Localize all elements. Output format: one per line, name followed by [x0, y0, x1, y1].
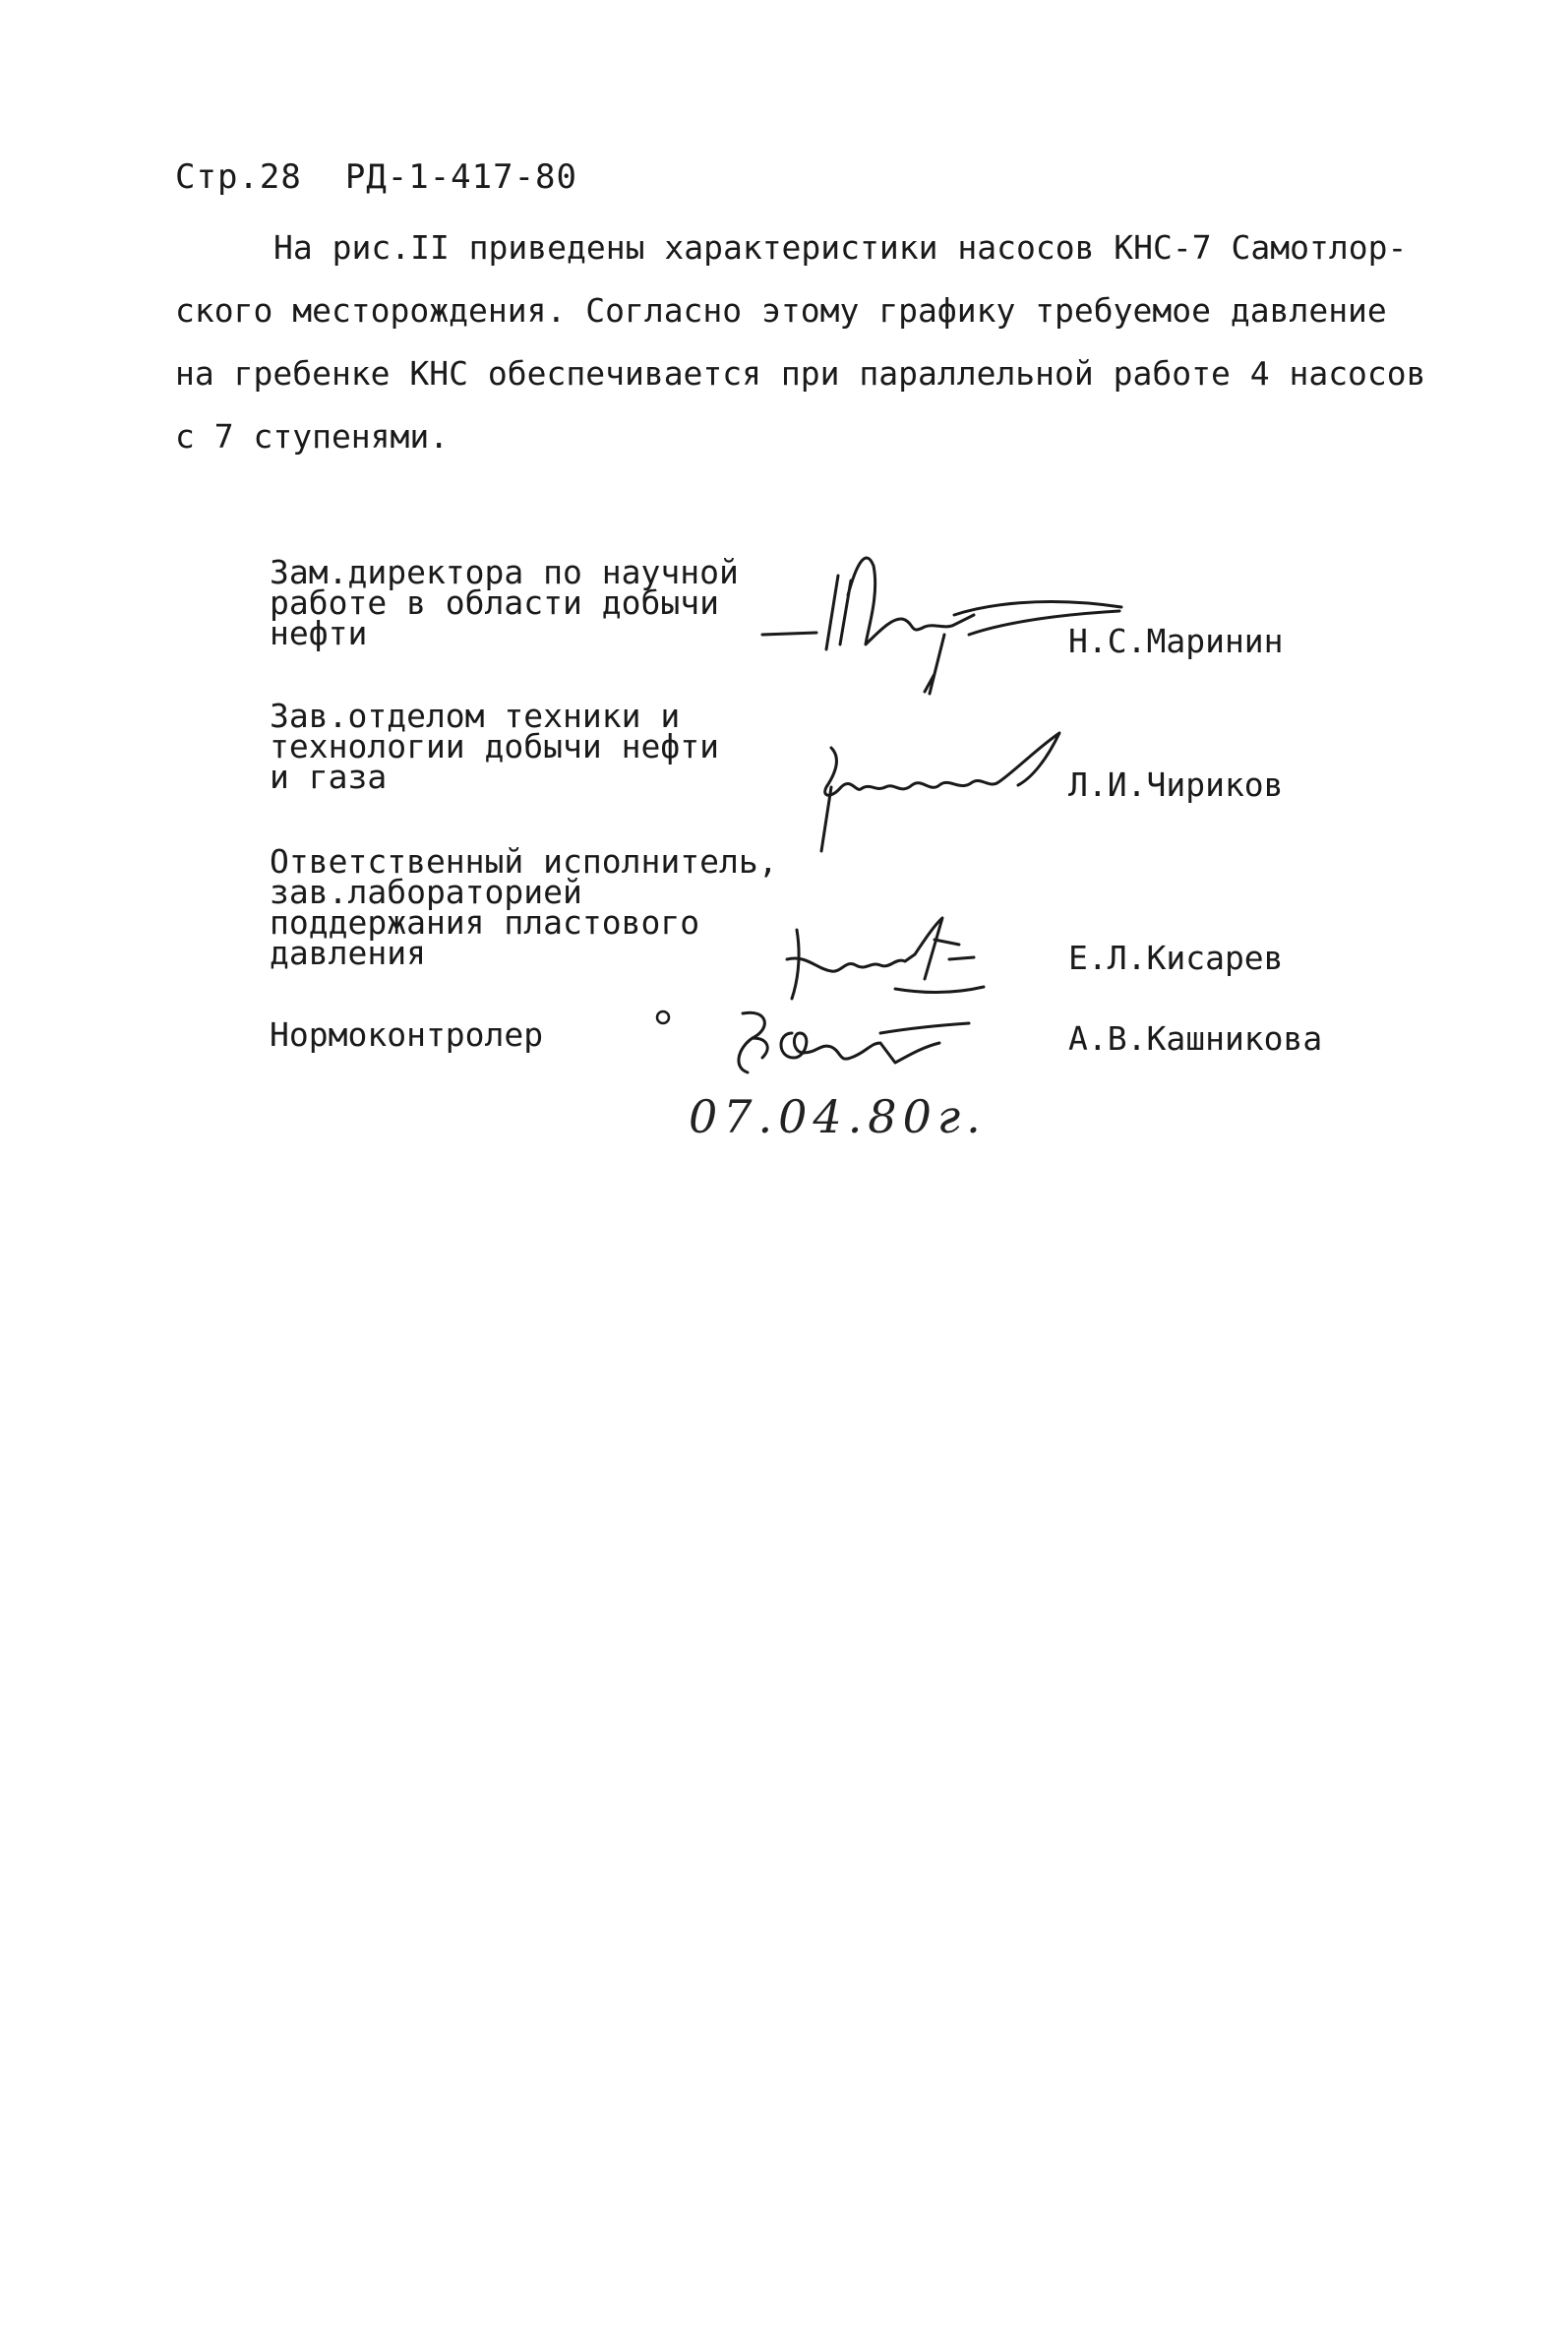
paragraph-line: на гребенке КНС обеспечивается при параллельной работе 4 насосов [175, 354, 1426, 393]
paragraph-line: На рис.II приведены характеристики насосов КНС-7 Самотлор- [273, 228, 1408, 267]
paragraph-line: с 7 ступенями. [175, 417, 450, 456]
signature-chirikov [802, 728, 1077, 866]
page-number: Стр.28 [175, 157, 302, 197]
signatory-title-deputy-director: Зам.директора по научной работе в области добычи нефти [270, 553, 739, 652]
signatory-title-responsible-executor: Ответственный исполнитель, зав.лабораторией поддержания пластового давления [270, 842, 778, 972]
document-code: РД-1-417-80 [344, 157, 577, 197]
paragraph-line: ского месторождения. Согласно этому графику требуемое давление [175, 291, 1387, 330]
signature-marinin [757, 536, 1131, 704]
signature-kashnikova [723, 1004, 979, 1082]
signatory-title-department-head: Зав.отделом техники и технологии добычи нефти и газа [270, 697, 719, 796]
signatory-title-norm-controller: Нормоконтролер [270, 1015, 544, 1054]
handwritten-date: 07.04.80г. [689, 1090, 987, 1143]
signatory-name-marinin: Н.С.Маринин [1068, 622, 1284, 660]
body-paragraph [175, 216, 1454, 468]
signatory-name-chirikov: Л.И.Чириков [1068, 765, 1284, 804]
signatory-name-kashnikova: А.В.Кашникова [1068, 1019, 1323, 1058]
page-header [175, 157, 621, 197]
small-circle-mark [653, 1008, 673, 1027]
signatory-name-kisarev: Е.Л.Кисарев [1068, 939, 1284, 977]
